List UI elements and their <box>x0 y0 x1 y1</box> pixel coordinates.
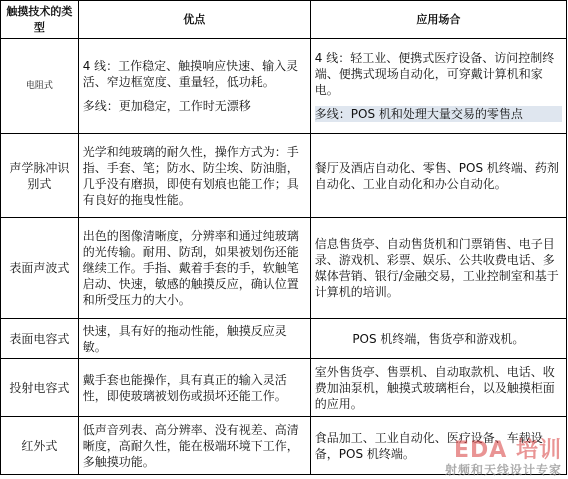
apps-cell <box>310 39 566 134</box>
pros-paragraph: 低声音列表、高分辨率、没有视差、高清晰度，高耐久性，能在极端环境下工作，多触摸功能。 <box>82 422 299 469</box>
pros-paragraph: 光学和纯玻璃的耐久性，操作方式为：手指、手套、笔；防水、防尘埃、防油脂，几乎没有磨损，即使有划痕也能工作；具有良好的拖曳性能。 <box>82 144 299 207</box>
apps-cell <box>310 134 566 218</box>
table-row-projected-capacitive <box>1 359 567 417</box>
pros-cell <box>78 359 310 417</box>
apps-paragraph: POS 机终端，售货亭和游戏机。 <box>352 331 525 346</box>
apps-paragraph: 食品加工、工业自动化、医疗设备、车载设备，POS 机终端。 <box>314 430 543 461</box>
watermark-logo: EDA 培训 <box>454 438 562 463</box>
apps-paragraph: 餐厅及酒店自动化、零售、POS 机终端、药剂自动化、工业自动化和办公自动化。 <box>314 160 559 191</box>
pros-cell <box>78 39 310 134</box>
watermark-tagline: 射频和天线设计专家 <box>444 463 562 477</box>
table-row-infrared <box>1 417 567 475</box>
pros-paragraph: 多线：更加稳定，工作时无漂移 <box>82 99 251 113</box>
table-row-resistive <box>1 39 567 134</box>
table-header-row <box>1 1 567 39</box>
type-cell: 电阻式 <box>1 39 79 134</box>
pros-cell <box>78 134 310 218</box>
apps-paragraph: 4 线：轻工业、便携式医疗设备、访问控制终端、便携式现场自动化，可穿戴计算机和家电。 <box>314 51 555 97</box>
type-cell: 投射电容式 <box>1 359 79 417</box>
pros-paragraph: 出色的图像清晰度，分辨率和通过纯玻璃的光传输。耐用、防刮，如果被划伤还能继续工作。手指、戴着手套的手，软触笔启动、快速，敏感的触摸反应，确认位置和所受压力的大小。 <box>82 229 299 307</box>
table-row-surface-acoustic-wave <box>1 218 567 319</box>
type-cell: 红外式 <box>1 417 79 475</box>
pros-cell <box>78 417 310 475</box>
table-row-surface-capacitive <box>1 319 567 359</box>
apps-paragraph: 室外售货亭、售票机、自动取款机、电话、收费加油泵机，触摸式玻璃柜台，以及触摸柜面的应用。 <box>314 364 555 411</box>
pros-paragraph: 4 线：工作稳定、触摸响应快速、输入灵活、窄边框宽度、重量轻，低功耗。 <box>82 59 299 89</box>
apps-cell <box>310 359 566 417</box>
apps-paragraph: 信息售货亭、自动售货机和门票销售、电子目录、游戏机、彩票、娱乐、公共收费电话、多媒体营销、银行/金融交易，工业控制室和基于计算机的培训。 <box>314 237 559 299</box>
pros-paragraph: 戴手套也能操作，具有真正的输入灵活性，即使玻璃被划伤或损坏还能工作。 <box>82 372 287 403</box>
header-pros: 优点 <box>78 1 310 39</box>
header-apps: 应用场合 <box>310 1 566 39</box>
type-cell: 表面电容式 <box>1 319 79 359</box>
table-row-acoustic-pulse <box>1 134 567 218</box>
apps-cell <box>310 417 566 475</box>
pros-paragraph: 快速，具有好的拖动性能，触摸反应灵敏。 <box>82 323 287 354</box>
apps-cell <box>310 218 566 319</box>
apps-cell <box>310 319 566 359</box>
header-type: 触摸技术的类型 <box>1 1 79 39</box>
type-cell: 声学脉冲识别式 <box>1 134 79 218</box>
pros-cell <box>78 218 310 319</box>
pros-cell <box>78 319 310 359</box>
type-cell: 表面声波式 <box>1 218 79 319</box>
apps-paragraph: 多线：POS 机和处理大量交易的零售点 <box>315 106 562 122</box>
